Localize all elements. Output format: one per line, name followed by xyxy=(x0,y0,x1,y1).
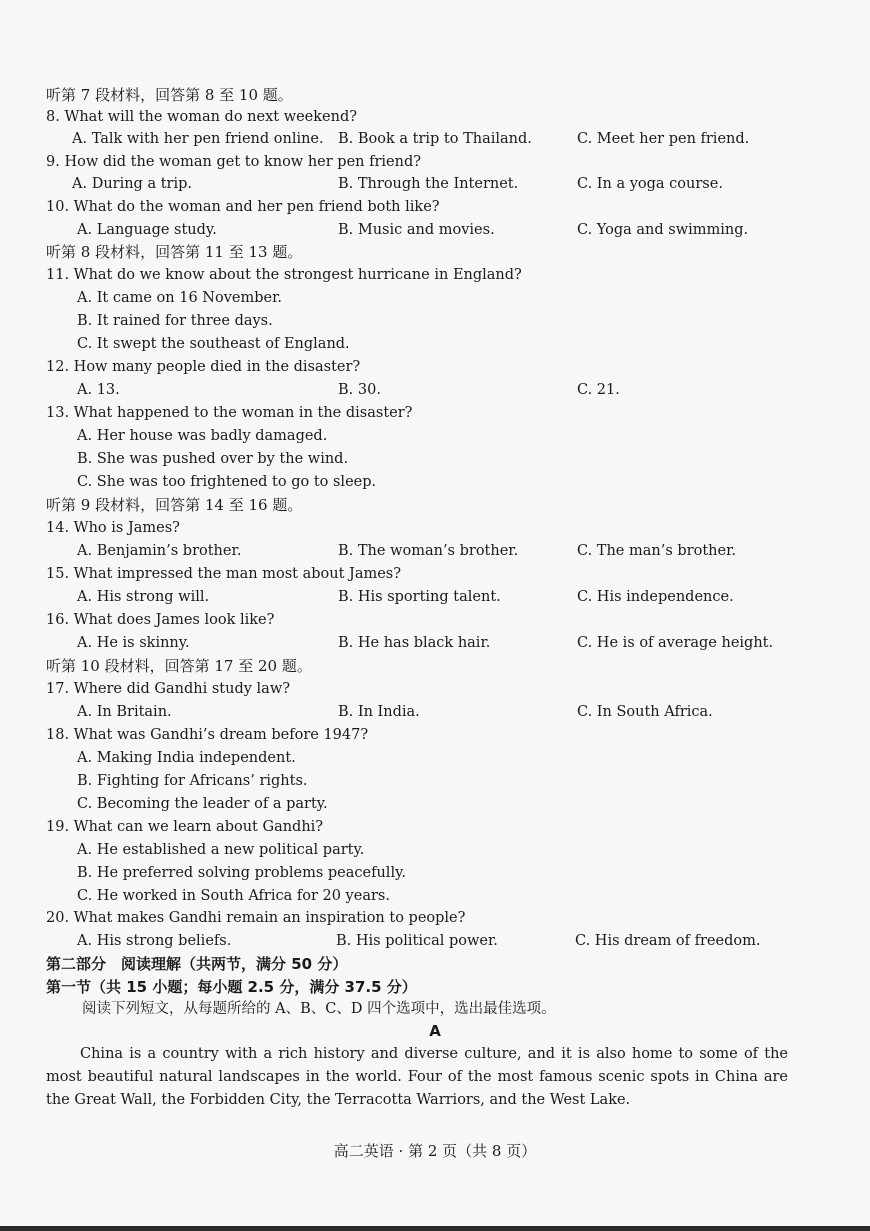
section-one-heading: 第一节（共 15 小题；每小题 2.5 分，满分 37.5 分） xyxy=(46,978,417,996)
q16-option-c: C. He is of average height. xyxy=(577,635,774,651)
question-15: 15. What impressed the man most about James? xyxy=(46,566,402,582)
question-11: 11. What do we know about the strongest hurricane in England? xyxy=(46,267,522,283)
q12-option-a: A. 13. xyxy=(77,382,120,398)
section-heading-7: 听第 7 段材料，回答第 8 至 10 题。 xyxy=(46,86,293,104)
section-heading-10: 听第 10 段材料，回答第 17 至 20 题。 xyxy=(46,657,312,675)
q11-option-a: A. It came on 16 November. xyxy=(77,290,283,306)
question-16: 16. What does James look like? xyxy=(46,612,275,628)
q18-option-c: C. Becoming the leader of a party. xyxy=(77,796,328,812)
page-footer: 高二英语 · 第 2 页（共 8 页） xyxy=(333,1142,537,1160)
q16-option-a: A. He is skinny. xyxy=(77,635,190,651)
q16-option-b: B. He has black hair. xyxy=(338,635,491,651)
q8-option-a: A. Talk with her pen friend online. xyxy=(72,131,324,147)
q9-option-c: C. In a yoga course. xyxy=(577,176,723,192)
section-heading-9: 听第 9 段材料，回答第 14 至 16 题。 xyxy=(46,496,303,514)
q19-option-c: C. He worked in South Africa for 20 years. xyxy=(77,888,390,904)
q15-option-c: C. His independence. xyxy=(577,589,734,605)
question-9: 9. How did the woman get to know her pen friend? xyxy=(46,154,422,170)
q19-option-a: A. He established a new political party. xyxy=(77,842,365,858)
question-18: 18. What was Gandhi’s dream before 1947? xyxy=(46,727,369,743)
q10-option-c: C. Yoga and swimming. xyxy=(577,222,749,238)
q20-option-c: C. His dream of freedom. xyxy=(575,933,761,949)
q17-option-a: A. In Britain. xyxy=(77,704,172,720)
question-14: 14. Who is James? xyxy=(46,520,180,536)
question-12: 12. How many people died in the disaster? xyxy=(46,359,361,375)
q15-option-b: B. His sporting talent. xyxy=(338,589,501,605)
q19-option-b: B. He preferred solving problems peacefully. xyxy=(77,865,406,881)
q18-option-b: B. Fighting for Africans’ rights. xyxy=(77,773,308,789)
part-two-heading: 第二部分 阅读理解（共两节，满分 50 分） xyxy=(46,955,348,973)
question-20: 20. What makes Gandhi remain an inspiration to people? xyxy=(46,910,466,926)
q12-option-c: C. 21. xyxy=(577,382,620,398)
q10-option-b: B. Music and movies. xyxy=(338,222,495,238)
reading-instructions: 阅读下列短文，从每题所给的 A、B、C、D 四个选项中，选出最佳选项。 xyxy=(82,1001,556,1017)
q15-option-a: A. His strong will. xyxy=(77,589,210,605)
q10-option-a: A. Language study. xyxy=(77,222,217,238)
q13-option-b: B. She was pushed over by the wind. xyxy=(77,451,349,467)
question-17: 17. Where did Gandhi study law? xyxy=(46,681,291,697)
scan-edge xyxy=(0,1226,870,1231)
question-8: 8. What will the woman do next weekend? xyxy=(46,109,358,125)
q8-option-b: B. Book a trip to Thailand. xyxy=(338,131,532,147)
question-19: 19. What can we learn about Gandhi? xyxy=(46,819,324,835)
q8-option-c: C. Meet her pen friend. xyxy=(577,131,750,147)
q13-option-c: C. She was too frightened to go to sleep. xyxy=(77,474,377,490)
passage-paragraph: China is a country with a rich history and diverse culture, and it is also home to some of the most beautiful natural landscapes in the world. Four of the most famous scenic spots in China are the Great Wall, the Forbidden City, the Terracotta Warriors, and the West Lake. xyxy=(46,1046,788,1108)
q14-option-a: A. Benjamin’s brother. xyxy=(77,543,242,559)
q9-option-a: A. During a trip. xyxy=(72,176,192,192)
question-10: 10. What do the woman and her pen friend both like? xyxy=(46,199,440,215)
q17-option-b: B. In India. xyxy=(338,704,420,720)
q20-option-a: A. His strong beliefs. xyxy=(77,933,232,949)
q17-option-c: C. In South Africa. xyxy=(577,704,713,720)
q20-option-b: B. His political power. xyxy=(336,933,498,949)
q11-option-c: C. It swept the southeast of England. xyxy=(77,336,350,352)
q11-option-b: B. It rained for three days. xyxy=(77,313,273,329)
q9-option-b: B. Through the Internet. xyxy=(338,176,519,192)
section-heading-8: 听第 8 段材料，回答第 11 至 13 题。 xyxy=(46,243,303,261)
question-13: 13. What happened to the woman in the disaster? xyxy=(46,405,413,421)
q12-option-b: B. 30. xyxy=(338,382,381,398)
q14-option-c: C. The man’s brother. xyxy=(577,543,737,559)
q18-option-a: A. Making India independent. xyxy=(77,750,296,766)
passage-letter: A xyxy=(429,1022,441,1040)
q13-option-a: A. Her house was badly damaged. xyxy=(77,428,328,444)
q14-option-b: B. The woman’s brother. xyxy=(338,543,519,559)
